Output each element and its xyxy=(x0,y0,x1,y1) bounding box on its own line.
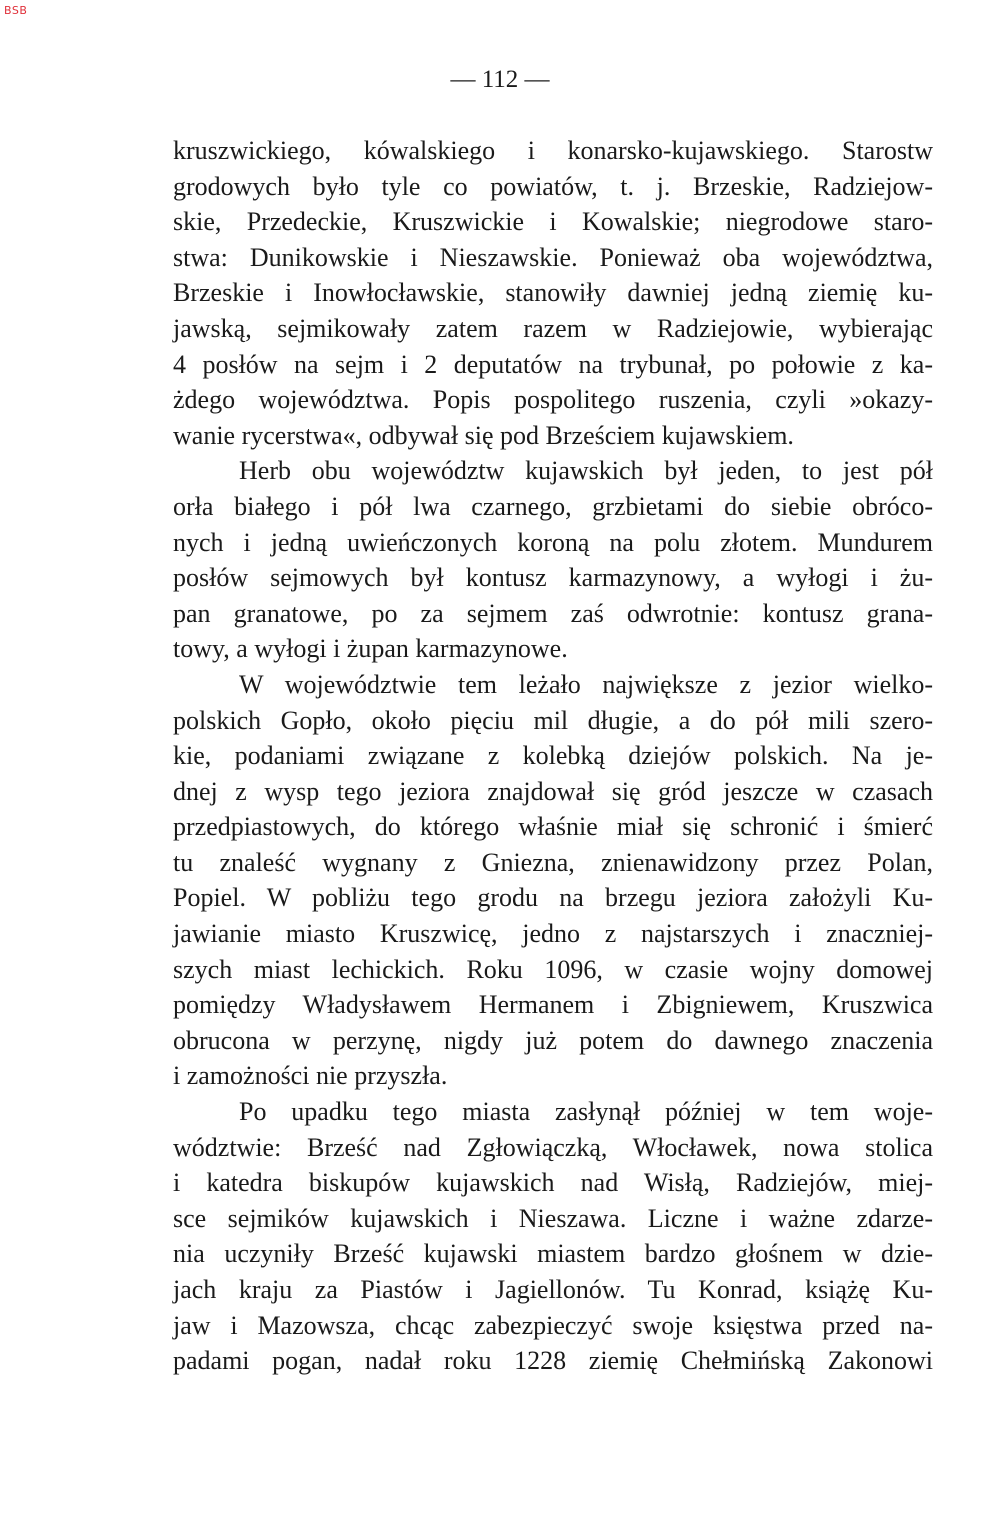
text-line: pan granatowe, po za sejmem zaś odwrotnie: kontusz grana- xyxy=(173,598,933,628)
text-line: nych i jedną uwieńczonych koroną na polu złotem. Mundurem xyxy=(173,527,933,557)
text-line: pomiędzy Władysławem Hermanem i Zbigniewem, Kruszwica xyxy=(173,990,933,1020)
text-line: grodowych było tyle co powiatów, t. j. Brzeskie, Radziejow- xyxy=(173,171,933,201)
text-line: 4 posłów na sejm i 2 deputatów na trybunał, po połowie z ka- xyxy=(173,349,933,379)
text-line: nia uczyniły Brześć kujawski miastem bardzo głośnem w dzie- xyxy=(173,1239,933,1269)
text-line: kruszwickiego, kówalskiego i konarsko-kujawskiego. Starostw xyxy=(173,136,933,165)
text-line: i zamożności nie przyszła. xyxy=(173,1061,448,1091)
text-line: dnej z wysp tego jeziora znajdował się gród jeszcze w czasach xyxy=(173,776,933,806)
text-line: kie, podaniami związane z kolebką dziejów polskich. Na je- xyxy=(173,741,933,771)
text-line: padami pogan, nadał roku 1228 ziemię Chełmińską Zakonowi xyxy=(173,1346,933,1376)
text-line: Herb obu województw kujawskich był jeden, to jest pół xyxy=(239,456,933,486)
text-line: polskich Gopło, około pięciu mil długie, a do pół mili szero- xyxy=(173,705,933,735)
text-line: jaw i Mazowsza, chcąc zabezpieczyć swoje księstwa przed na- xyxy=(173,1310,933,1340)
text-line: sce sejmików kujawskich i Nieszawa. Liczne i ważne zdarze- xyxy=(173,1203,933,1233)
library-watermark: BSB xyxy=(4,4,28,17)
text-line: żdego województwa. Popis pospolitego ruszenia, czyli »okazy- xyxy=(173,385,933,415)
text-line: posłów sejmowych był kontusz karmazynowy, a wyłogi i żu- xyxy=(173,563,933,593)
text-line: Po upadku tego miasta zasłynął później w tem woje- xyxy=(239,1097,933,1127)
text-line: wództwie: Brześć nad Zgłowiączką, Włocławek, nowa stolica xyxy=(173,1132,933,1162)
text-line: wanie rycerstwa«, odbywał się pod Brześciem kujawskiem. xyxy=(173,420,794,450)
body-text xyxy=(173,133,933,1379)
text-line: Brzeskie i Inowłocławskie, stanowiły dawniej jedną ziemię ku- xyxy=(173,278,933,308)
text-line: skie, Przedeckie, Kruszwickie i Kowalskie; niegrodowe staro- xyxy=(173,207,933,237)
text-line: orła białego i pół lwa czarnego, grzbietami do siebie obróco- xyxy=(173,491,933,521)
text-line: stwa: Dunikowskie i Nieszawskie. Ponieważ oba województwa, xyxy=(173,242,933,272)
text-line: i katedra biskupów kujawskich nad Wisłą, Radziejów, miej- xyxy=(173,1168,933,1198)
page-number: — 112 — xyxy=(450,66,550,93)
text-line: Popiel. W pobliżu tego grodu na brzegu jeziora założyli Ku- xyxy=(173,883,933,913)
text-line: jawską, sejmikowały zatem razem w Radziejowie, wybierając xyxy=(173,313,933,343)
text-line: jawianie miasto Kruszwicę, jedno z najstarszych i znaczniej- xyxy=(173,919,933,949)
text-line: towy, a wyłogi i żupan karmazynowe. xyxy=(173,634,568,664)
text-line: tu znaleść wygnany z Gniezna, znienawidzony przez Polan, xyxy=(173,847,933,877)
text-line: jach kraju za Piastów i Jagiellonów. Tu Konrad, książę Ku- xyxy=(173,1275,933,1304)
text-line: szych miast lechickich. Roku 1096, w czasie wojny domowej xyxy=(173,954,933,984)
text-line: obrucona w perzynę, nigdy już potem do dawnego znaczenia xyxy=(173,1025,933,1055)
text-line: przedpiastowych, do którego właśnie miał się schronić i śmierć xyxy=(173,812,933,842)
text-line: W województwie tem leżało największe z jezior wielko- xyxy=(239,669,933,699)
